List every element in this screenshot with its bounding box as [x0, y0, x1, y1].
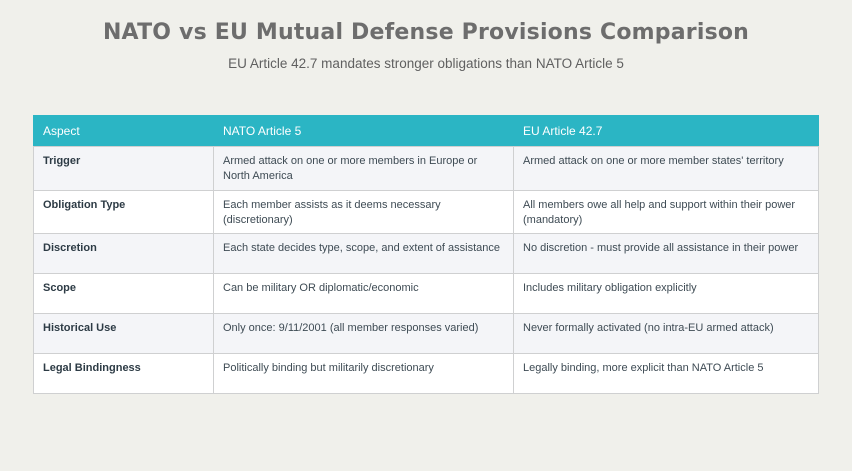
table-header-row	[34, 116, 819, 147]
column-header-aspect: Aspect	[34, 116, 214, 147]
aspect-cell: Discretion	[34, 234, 214, 274]
nato-cell: Each member assists as it deems necessary (discretionary)	[214, 190, 514, 234]
aspect-cell: Historical Use	[34, 314, 214, 354]
eu-cell: No discretion - must provide all assistance in their power	[514, 234, 819, 274]
page-subtitle: EU Article 42.7 mandates stronger obligations than NATO Article 5	[228, 56, 624, 71]
eu-cell: Legally binding, more explicit than NATO Article 5	[514, 354, 819, 394]
eu-cell: Never formally activated (no intra-EU armed attack)	[514, 314, 819, 354]
nato-cell: Only once: 9/11/2001 (all member responses varied)	[214, 314, 514, 354]
table-row	[34, 274, 819, 314]
nato-cell: Can be military OR diplomatic/economic	[214, 274, 514, 314]
aspect-cell: Scope	[34, 274, 214, 314]
page-title: NATO vs EU Mutual Defense Provisions Comparison	[102, 20, 750, 45]
table-row	[34, 234, 819, 274]
aspect-cell: Obligation Type	[34, 190, 214, 234]
table-row	[34, 314, 819, 354]
eu-cell: Includes military obligation explicitly	[514, 274, 819, 314]
nato-cell: Politically binding but militarily discretionary	[214, 354, 514, 394]
table-row	[34, 190, 819, 234]
column-header-eu: EU Article 42.7	[514, 116, 819, 147]
page-header	[0, 0, 852, 71]
eu-cell: All members owe all help and support within their power (mandatory)	[514, 190, 819, 234]
comparison-table	[33, 115, 819, 394]
aspect-cell: Legal Bindingness	[34, 354, 214, 394]
eu-cell: Armed attack on one or more member states' territory	[514, 147, 819, 191]
column-header-nato: NATO Article 5	[214, 116, 514, 147]
comparison-table-container	[33, 115, 818, 394]
nato-cell: Armed attack on one or more members in Europe or North America	[214, 147, 514, 191]
aspect-cell: Trigger	[34, 147, 214, 191]
table-row	[34, 354, 819, 394]
nato-cell: Each state decides type, scope, and extent of assistance	[214, 234, 514, 274]
table-row	[34, 147, 819, 191]
